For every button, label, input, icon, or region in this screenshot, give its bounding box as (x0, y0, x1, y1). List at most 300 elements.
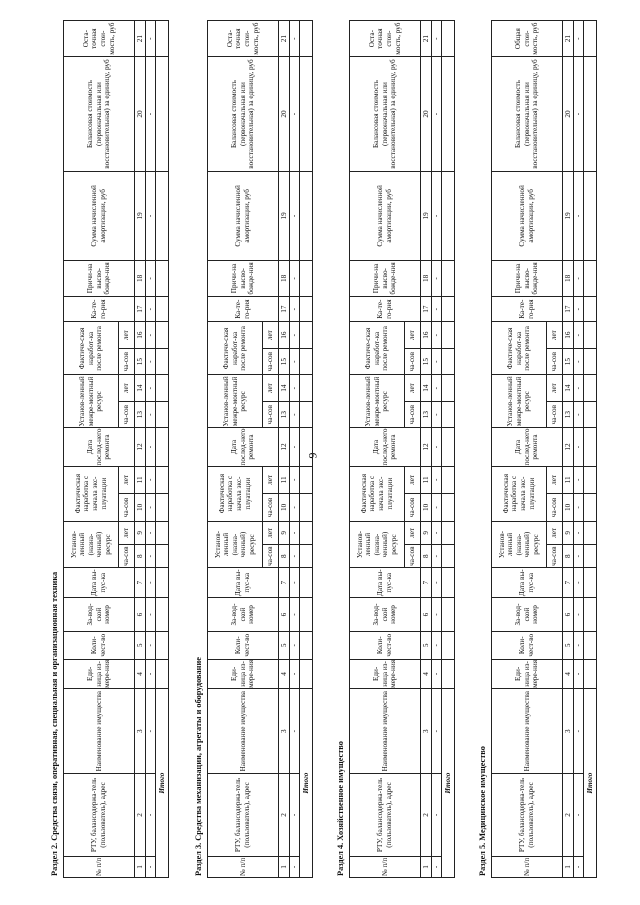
total-label: Итого (442, 689, 455, 878)
col-number: 6 (279, 598, 290, 632)
section-title: Раздел 5. Медицинское имущество (478, 746, 487, 876)
header-cell: Причи-на высво-божде-ния (64, 260, 135, 296)
inventory-table (491, 20, 597, 878)
col-number: 16 (563, 322, 574, 349)
col-number: 20 (279, 57, 290, 172)
col-number: 6 (563, 598, 574, 632)
dash-cell: - (432, 466, 442, 494)
header-cell: Еди-ница из-мере-ния (492, 659, 563, 689)
header-cell: Фактическая наработка с начала экс-плуатации (492, 466, 547, 521)
dash-cell: - (146, 296, 156, 321)
col-number: 7 (421, 568, 432, 598)
header-cell: Оста-точная стои-мость, руб (208, 21, 279, 57)
col-number: 9 (279, 521, 290, 544)
header-cell: За-вод-ской номер (350, 598, 421, 632)
dash-cell: - (290, 466, 300, 494)
col-number: 20 (421, 57, 432, 172)
subheader-cell: лет (119, 375, 135, 402)
col-number: 1 (279, 856, 290, 877)
col-number: 13 (279, 401, 290, 428)
col-number: 17 (421, 296, 432, 321)
col-number: 21 (279, 21, 290, 57)
col-number: 7 (279, 568, 290, 598)
header-cell: РТУ, балансодержа-тель (пользователь), адрес (492, 774, 563, 857)
empty-data-row (146, 21, 156, 878)
header-cell: За-вод-ской номер (492, 598, 563, 632)
col-number: 9 (563, 521, 574, 544)
header-cell: Сумма начисленной амортизации, руб (492, 171, 563, 260)
dash-cell: - (432, 428, 442, 466)
subheader-cell: ча-сов (119, 401, 135, 428)
dash-cell: - (146, 494, 156, 522)
dash-cell: - (290, 659, 300, 689)
col-number: 14 (135, 375, 146, 402)
header-row (350, 21, 405, 878)
column-number-row (421, 21, 432, 878)
header-cell: Дата вы-пус-ка (350, 568, 421, 598)
col-number: 3 (279, 689, 290, 774)
subheader-cell: ча-сов (547, 545, 563, 568)
dash-cell: - (290, 689, 300, 774)
dash-cell: - (290, 322, 300, 349)
dash-cell: - (146, 428, 156, 466)
column-number-row (135, 21, 146, 878)
dash-cell: - (432, 659, 442, 689)
col-number: 10 (135, 494, 146, 522)
header-cell: Дата вы-пус-ка (64, 568, 135, 598)
dash-cell: - (432, 171, 442, 260)
col-number: 17 (135, 296, 146, 321)
dash-cell: - (146, 260, 156, 296)
dash-cell: - (432, 322, 442, 349)
col-number: 11 (279, 466, 290, 494)
header-cell: Еди-ница из-мере-ния (64, 659, 135, 689)
col-number: 9 (421, 521, 432, 544)
empty-data-row (574, 21, 584, 878)
col-number: 12 (421, 428, 432, 466)
col-number: 10 (563, 494, 574, 522)
dash-cell: - (574, 375, 584, 402)
col-number: 7 (563, 568, 574, 598)
header-cell: РТУ, балансодержа-тель (пользователь), адрес (64, 774, 135, 857)
header-cell: Установ-ленный межре-монтный ресурс (350, 375, 405, 428)
header-cell: Установ-ленный межре-монтный ресурс (208, 375, 263, 428)
total-label: Итого (584, 689, 597, 878)
header-cell: Оста-точная стои-мость, руб (64, 21, 135, 57)
total-row (442, 21, 455, 878)
col-number: 18 (135, 260, 146, 296)
dash-cell: - (574, 348, 584, 375)
col-number: 8 (279, 545, 290, 568)
header-cell: Сумма начисленной амортизации, руб (350, 171, 421, 260)
dash-cell: - (146, 774, 156, 857)
col-number: 16 (135, 322, 146, 349)
subheader-cell: лет (547, 322, 563, 349)
header-cell: Дата послед-него ремонта (350, 428, 421, 466)
subheader-cell: лет (263, 466, 279, 494)
inventory-table (349, 20, 455, 878)
inventory-table (207, 20, 313, 878)
header-cell: Сумма начисленной амортизации, руб (208, 171, 279, 260)
header-cell: Наименование имущества (64, 689, 135, 774)
dash-cell: - (146, 21, 156, 57)
subheader-cell: ча-сов (119, 494, 135, 522)
col-number: 4 (135, 659, 146, 689)
header-row (64, 21, 119, 878)
col-number: 14 (421, 375, 432, 402)
header-cell: Ка-те-го-рия (350, 296, 421, 321)
dash-cell: - (574, 21, 584, 57)
header-cell: Дата послед-него ремонта (208, 428, 279, 466)
dash-cell: - (146, 856, 156, 877)
col-number: 13 (421, 401, 432, 428)
dash-cell: - (146, 521, 156, 544)
subheader-cell: лет (263, 521, 279, 544)
col-number: 21 (563, 21, 574, 57)
dash-cell: - (290, 631, 300, 659)
section-4 (336, 20, 471, 878)
col-number: 6 (135, 598, 146, 632)
dash-cell: - (146, 401, 156, 428)
empty-data-row (432, 21, 442, 878)
col-number: 2 (421, 774, 432, 857)
col-number: 17 (563, 296, 574, 321)
header-cell: Установ-ленный межре-монтный ресурс (492, 375, 547, 428)
col-number: 17 (279, 296, 290, 321)
header-cell: Коли-чест-во (350, 631, 421, 659)
col-number: 19 (563, 171, 574, 260)
header-cell: Установ-ленный (назна-ченный) ресурс (208, 521, 263, 568)
col-number: 4 (421, 659, 432, 689)
col-number: 1 (563, 856, 574, 877)
inventory-table (63, 20, 169, 878)
col-number: 12 (563, 428, 574, 466)
col-number: 7 (135, 568, 146, 598)
dash-cell: - (574, 598, 584, 632)
header-cell: Дата вы-пус-ка (208, 568, 279, 598)
dash-cell: - (146, 689, 156, 774)
dash-cell: - (290, 296, 300, 321)
subheader-cell: лет (547, 521, 563, 544)
header-row (208, 21, 263, 878)
header-cell: Оста-точная стои-мость, руб (350, 21, 421, 57)
subheader-cell: ча-сов (405, 545, 421, 568)
header-cell: Сумма начисленной амортизации, руб (64, 171, 135, 260)
col-number: 5 (563, 631, 574, 659)
header-cell: За-вод-ской номер (64, 598, 135, 632)
dash-cell: - (574, 631, 584, 659)
col-number: 2 (563, 774, 574, 857)
dash-cell: - (432, 57, 442, 172)
dash-cell: - (574, 568, 584, 598)
col-number: 21 (135, 21, 146, 57)
header-cell: Балансовая стоимость (первоначальная или восстановительная) за единицу, руб (492, 57, 563, 172)
section-title: Раздел 3. Средства механизации, агрегаты и оборудование (194, 657, 203, 876)
dash-cell: - (432, 21, 442, 57)
dash-cell: - (146, 631, 156, 659)
subheader-cell: лет (547, 375, 563, 402)
col-number: 19 (279, 171, 290, 260)
dash-cell: - (146, 598, 156, 632)
col-number: 5 (135, 631, 146, 659)
dash-cell: - (432, 856, 442, 877)
header-cell: Балансовая стоимость (первоначальная или восстановительная) за единицу, руб (64, 57, 135, 172)
dash-cell: - (432, 545, 442, 568)
dash-cell: - (574, 494, 584, 522)
subheader-cell: ча-сов (405, 401, 421, 428)
col-number: 5 (421, 631, 432, 659)
col-number: 20 (135, 57, 146, 172)
header-cell: Установ-ленный (назна-ченный) ресурс (492, 521, 547, 568)
col-number: 18 (421, 260, 432, 296)
total-label: Итого (156, 689, 169, 878)
col-number: 15 (279, 348, 290, 375)
subheader-cell: ча-сов (547, 401, 563, 428)
dash-cell: - (290, 856, 300, 877)
header-cell: Дата вы-пус-ка (492, 568, 563, 598)
dash-cell: - (146, 171, 156, 260)
subheader-cell: ча-сов (405, 494, 421, 522)
col-number: 20 (563, 57, 574, 172)
dash-cell: - (432, 401, 442, 428)
dash-cell: - (146, 57, 156, 172)
section-2 (50, 20, 185, 878)
col-number: 10 (421, 494, 432, 522)
dash-cell: - (574, 466, 584, 494)
dash-cell: - (290, 375, 300, 402)
col-number: 15 (135, 348, 146, 375)
col-number: 3 (563, 689, 574, 774)
header-cell: Фактиче-ская наработ-ка после ремонта (208, 322, 263, 375)
header-cell: Установ-ленный (назна-ченный) ресурс (64, 521, 119, 568)
subheader-cell: лет (119, 521, 135, 544)
section-title: Раздел 4. Хозяйственное имущество (336, 741, 345, 876)
dash-cell: - (290, 545, 300, 568)
header-cell: Наименование имущества (350, 689, 421, 774)
header-cell: Общая стои-мость, руб (492, 21, 563, 57)
dash-cell: - (574, 856, 584, 877)
dash-cell: - (290, 521, 300, 544)
header-cell: Установ-ленный (назна-ченный) ресурс (350, 521, 405, 568)
dash-cell: - (146, 545, 156, 568)
col-number: 8 (563, 545, 574, 568)
header-cell: Еди-ница из-мере-ния (208, 659, 279, 689)
header-cell: РТУ, балансодержа-тель (пользователь), адрес (350, 774, 421, 857)
dash-cell: - (432, 631, 442, 659)
col-number: 18 (563, 260, 574, 296)
col-number: 6 (421, 598, 432, 632)
dash-cell: - (432, 521, 442, 544)
header-cell: Коли-чест-во (208, 631, 279, 659)
header-cell: Дата послед-него ремонта (64, 428, 135, 466)
dash-cell: - (290, 57, 300, 172)
dash-cell: - (146, 375, 156, 402)
header-cell: Балансовая стоимость (первоначальная или восстановительная) за единицу, руб (208, 57, 279, 172)
col-number: 8 (421, 545, 432, 568)
dash-cell: - (432, 598, 442, 632)
header-cell: Ка-те-го-рия (64, 296, 135, 321)
col-number: 11 (563, 466, 574, 494)
total-row (156, 21, 169, 878)
dash-cell: - (432, 260, 442, 296)
dash-cell: - (146, 568, 156, 598)
subheader-cell: лет (119, 322, 135, 349)
col-number: 12 (135, 428, 146, 466)
col-number: 1 (135, 856, 146, 877)
column-number-row (279, 21, 290, 878)
subheader-cell: ча-сов (119, 348, 135, 375)
col-number: 8 (135, 545, 146, 568)
dash-cell: - (574, 57, 584, 172)
dash-cell: - (432, 348, 442, 375)
col-number: 13 (135, 401, 146, 428)
subheader-cell: ча-сов (263, 494, 279, 522)
header-cell: Балансовая стоимость (первоначальная или восстановительная) за единицу, руб (350, 57, 421, 172)
col-number: 10 (279, 494, 290, 522)
rotated-landscape-page (50, 20, 638, 878)
col-number: 16 (421, 322, 432, 349)
header-cell: Ка-те-го-рия (492, 296, 563, 321)
header-cell: Фактическая наработка с начала экс-плуатации (64, 466, 119, 521)
subheader-cell: лет (263, 375, 279, 402)
header-cell: Причи-на высво-божде-ния (208, 260, 279, 296)
header-cell: Наименование имущества (208, 689, 279, 774)
dash-cell: - (290, 494, 300, 522)
subheader-cell: лет (547, 466, 563, 494)
col-number: 11 (421, 466, 432, 494)
col-number: 14 (563, 375, 574, 402)
header-cell: Коли-чест-во (492, 631, 563, 659)
dash-cell: - (574, 322, 584, 349)
col-number: 3 (421, 689, 432, 774)
header-cell: № п/п (208, 856, 279, 877)
header-cell: № п/п (350, 856, 421, 877)
section-title: Раздел 2. Средства связи, оперативная, специальная и организационная техника (50, 571, 59, 876)
subheader-cell: лет (405, 521, 421, 544)
header-cell: Ка-те-го-рия (208, 296, 279, 321)
subheader-cell: ча-сов (263, 401, 279, 428)
col-number: 21 (421, 21, 432, 57)
dash-cell: - (574, 401, 584, 428)
dash-cell: - (432, 494, 442, 522)
dash-cell: - (574, 521, 584, 544)
col-number: 4 (279, 659, 290, 689)
col-number: 2 (135, 774, 146, 857)
total-row (300, 21, 313, 878)
dash-cell: - (574, 171, 584, 260)
dash-cell: - (574, 545, 584, 568)
col-number: 19 (421, 171, 432, 260)
col-number: 2 (279, 774, 290, 857)
total-label: Итого (300, 689, 313, 878)
col-number: 15 (421, 348, 432, 375)
col-number: 9 (135, 521, 146, 544)
column-number-row (563, 21, 574, 878)
subheader-cell: ча-сов (547, 348, 563, 375)
header-cell: Установ-ленный межре-монтный ресурс (64, 375, 119, 428)
col-number: 19 (135, 171, 146, 260)
dash-cell: - (290, 260, 300, 296)
dash-cell: - (290, 428, 300, 466)
subheader-cell: ча-сов (547, 494, 563, 522)
dash-cell: - (574, 428, 584, 466)
subheader-cell: лет (405, 466, 421, 494)
header-cell: РТУ, балансодержа-тель (пользователь), адрес (208, 774, 279, 857)
dash-cell: - (432, 375, 442, 402)
total-row (584, 21, 597, 878)
col-number: 14 (279, 375, 290, 402)
dash-cell: - (574, 260, 584, 296)
header-cell: Фактическая наработка с начала экс-плуатации (350, 466, 405, 521)
subheader-cell: ча-сов (263, 545, 279, 568)
col-number: 18 (279, 260, 290, 296)
subheader-cell: лет (263, 322, 279, 349)
dash-cell: - (146, 659, 156, 689)
subheader-cell: лет (405, 375, 421, 402)
header-cell: № п/п (64, 856, 135, 877)
empty-data-row (290, 21, 300, 878)
header-cell: Наименование имущества (492, 689, 563, 774)
dash-cell: - (290, 598, 300, 632)
dash-cell: - (432, 568, 442, 598)
col-number: 15 (563, 348, 574, 375)
header-cell: Фактиче-ская наработ-ка после ремонта (350, 322, 405, 375)
header-cell: Причи-на высво-божде-ния (492, 260, 563, 296)
page-number: 9 (305, 452, 320, 459)
subheader-cell: ча-сов (119, 545, 135, 568)
col-number: 5 (279, 631, 290, 659)
header-cell: Еди-ница из-мере-ния (350, 659, 421, 689)
col-number: 4 (563, 659, 574, 689)
dash-cell: - (574, 689, 584, 774)
section-3 (194, 20, 329, 878)
dash-cell: - (574, 659, 584, 689)
dash-cell: - (290, 774, 300, 857)
header-cell: За-вод-ской номер (208, 598, 279, 632)
subheader-cell: лет (405, 322, 421, 349)
dash-cell: - (574, 774, 584, 857)
subheader-cell: ча-сов (263, 348, 279, 375)
dash-cell: - (290, 401, 300, 428)
col-number: 16 (279, 322, 290, 349)
header-cell: Коли-чест-во (64, 631, 135, 659)
dash-cell: - (290, 348, 300, 375)
dash-cell: - (432, 689, 442, 774)
header-cell: № п/п (492, 856, 563, 877)
header-cell: Причи-на высво-божде-ния (350, 260, 421, 296)
dash-cell: - (574, 296, 584, 321)
dash-cell: - (146, 348, 156, 375)
header-cell: Фактическая наработка с начала экс-плуатации (208, 466, 263, 521)
header-cell: Фактиче-ская наработ-ка после ремонта (64, 322, 119, 375)
col-number: 1 (421, 856, 432, 877)
dash-cell: - (290, 568, 300, 598)
dash-cell: - (432, 774, 442, 857)
header-cell: Фактиче-ская наработ-ка после ремонта (492, 322, 547, 375)
dash-cell: - (432, 296, 442, 321)
dash-cell: - (290, 21, 300, 57)
dash-cell: - (290, 171, 300, 260)
header-row (492, 21, 547, 878)
header-cell: Дата послед-него ремонта (492, 428, 563, 466)
section-5 (478, 20, 613, 878)
dash-cell: - (146, 466, 156, 494)
dash-cell: - (146, 322, 156, 349)
col-number: 12 (279, 428, 290, 466)
col-number: 13 (563, 401, 574, 428)
col-number: 3 (135, 689, 146, 774)
subheader-cell: ча-сов (405, 348, 421, 375)
